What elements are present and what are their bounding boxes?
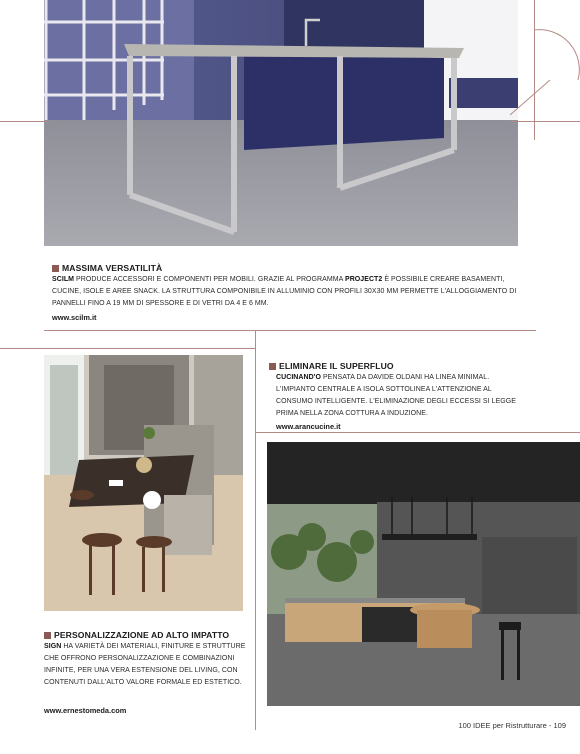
website-link-ernestomeda[interactable]: www.ernestomeda.com: [44, 706, 127, 715]
paragraph-cucinando: [276, 372, 530, 420]
product-name: PROJECT2: [344, 276, 383, 283]
heading-eliminare-il-superfluo: [269, 361, 394, 371]
page-folio: 100 IDEE per Ristrutturare - 109: [458, 721, 566, 730]
paragraph-sign: [44, 641, 249, 689]
crop-rule: [0, 121, 50, 122]
photo-scilm-project2: [44, 0, 518, 246]
heading-text: MASSIMA VERSATILITÀ: [62, 263, 163, 273]
heading-personalizzazione: [44, 630, 229, 640]
heading-square-icon: [269, 363, 276, 370]
column-divider: [255, 330, 256, 730]
crop-arc: [510, 20, 580, 120]
kitchen-frame-illustration: [44, 0, 518, 246]
crop-rule: [510, 121, 580, 122]
paragraph-scilm: [52, 274, 518, 310]
brand-name: CUCINAND'O: [276, 374, 321, 381]
heading-square-icon: [44, 632, 51, 639]
photo-cucinando-kitchen: [267, 442, 580, 706]
photo-sign-kitchen: [44, 355, 243, 611]
heading-massima-versatilita: [52, 263, 162, 273]
paragraph-part: È POSSIBILE CREARE BASAMENTI, CUCINE, ISOLE E AREE SNACK. LA STRUTTURA COMPONIBILE IN ALLUMINIO CON PROFILI 30X30 MM PERMETTE L'ALLOGGIAMENTO DI PANNELLI FINO A 19 MM DI SPESSORE E DI VETRI DA 4 E 6 MM.: [52, 276, 517, 307]
brand-name: SIGN: [44, 643, 62, 650]
section-divider: [44, 330, 536, 331]
section-divider: [255, 432, 580, 433]
brand-name: SCILM: [52, 276, 75, 283]
heading-text: ELIMINARE IL SUPERFLUO: [279, 361, 394, 371]
paragraph-part: HA VARIETÀ DEI MATERIALI, FINITURE E STRUTTURE CHE OFFRONO PERSONALIZZAZIONE E COMBINAZIONI INFINITE, PER UNA VERA ESTENSIONE DEL LIVING, CON CONTENUTI DALL'ALTO VALORE FORMALE ED ESTETICO.: [44, 643, 246, 686]
heading-square-icon: [52, 265, 59, 272]
website-link-arancucine[interactable]: www.arancucine.it: [276, 422, 341, 431]
paragraph-part: PRODUCE ACCESSORI E COMPONENTI PER MOBILI. GRAZIE AL PROGRAMMA: [74, 276, 345, 283]
kitchen-cucinando-illustration: [267, 442, 580, 706]
heading-text: PERSONALIZZAZIONE AD ALTO IMPATTO: [54, 630, 230, 640]
website-link-scilm[interactable]: www.scilm.it: [52, 313, 97, 322]
kitchen-sign-illustration: [44, 355, 243, 611]
paragraph-part: PENSATA DA DAVIDE OLDANI HA LINEA MINIMAL. L'IMPIANTO CENTRALE A ISOLA SOTTOLINEA L'ATTENZIONE AL CONSUMO INTELLIGENTE. L'ELIMINAZIONE DEGLI ECCESSI SI LEGGE PRIMA NELLA ZONA COTTURA A INDUZIONE.: [276, 374, 517, 417]
crop-rule: [0, 348, 255, 349]
